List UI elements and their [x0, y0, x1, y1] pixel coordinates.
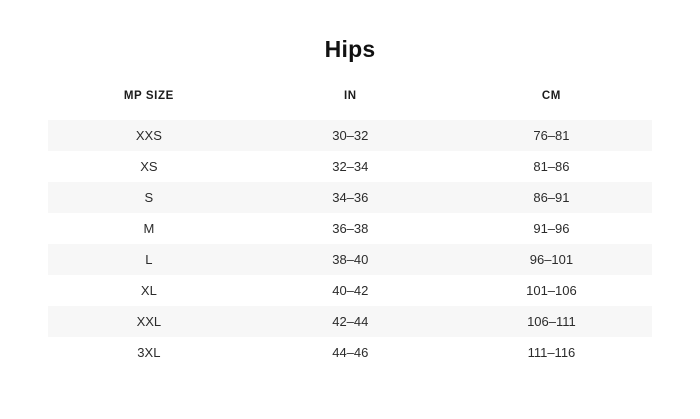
cell-cm: 101–106 [451, 275, 652, 306]
table-row [48, 213, 652, 244]
table-header [48, 90, 652, 120]
size-chart-table [48, 90, 652, 368]
cell-size: S [48, 182, 250, 213]
cell-cm: 111–116 [451, 337, 652, 368]
cell-size: XL [48, 275, 250, 306]
cell-cm: 76–81 [451, 120, 652, 151]
table-row [48, 182, 652, 213]
cell-size: L [48, 244, 250, 275]
table-row [48, 244, 652, 275]
cell-cm: 91–96 [451, 213, 652, 244]
cell-size: M [48, 213, 250, 244]
cell-in: 36–38 [250, 213, 451, 244]
cell-cm: 86–91 [451, 182, 652, 213]
cell-size: XXS [48, 120, 250, 151]
cell-in: 32–34 [250, 151, 451, 182]
table-row [48, 337, 652, 368]
column-header-cm: CM [541, 90, 561, 102]
table-row [48, 275, 652, 306]
cell-in: 34–36 [250, 182, 451, 213]
column-header-in: IN [343, 90, 357, 102]
cell-cm: 106–111 [451, 306, 652, 337]
cell-cm: 81–86 [451, 151, 652, 182]
cell-cm: 96–101 [451, 244, 652, 275]
cell-size: 3XL [48, 337, 250, 368]
cell-size: XS [48, 151, 250, 182]
cell-in: 44–46 [250, 337, 451, 368]
cell-size: XXL [48, 306, 250, 337]
table-row [48, 306, 652, 337]
cell-in: 30–32 [250, 120, 451, 151]
cell-in: 42–44 [250, 306, 451, 337]
page-title: Hips [324, 36, 376, 62]
table-row [48, 120, 652, 151]
table-body [48, 120, 652, 368]
table-header-row [48, 90, 652, 120]
cell-in: 40–42 [250, 275, 451, 306]
column-header-mp-size: MP SIZE [123, 90, 174, 102]
cell-in: 38–40 [250, 244, 451, 275]
table-row [48, 151, 652, 182]
